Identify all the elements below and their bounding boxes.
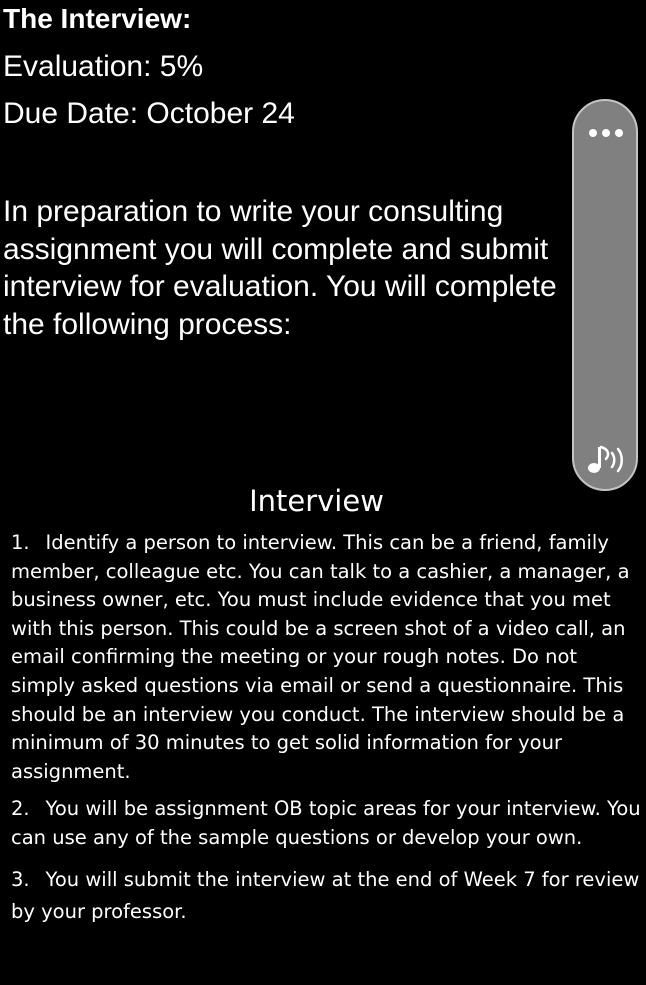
item-line: assignment.: [11, 759, 131, 783]
audio-widget[interactable]: [572, 99, 638, 491]
due-date-text: Due Date: October 24: [3, 97, 295, 130]
item-line: email confirming the meeting or your rough notes. Do not: [11, 645, 578, 669]
item-line: simply asked questions via email or send a questionnaire. This: [11, 673, 624, 697]
item-line: 1. Identify a person to interview. This can be a friend, family: [11, 531, 609, 554]
list-item: [11, 864, 640, 928]
page-title: The Interview:: [3, 3, 192, 34]
list-item: [11, 529, 637, 786]
item-line: minimum of 30 minutes to get solid information for your: [11, 731, 562, 755]
intro-line: the following process:: [3, 307, 292, 341]
item-line: business owner, etc. You must include evidence that you met: [11, 588, 611, 612]
intro-line: In preparation to write your consulting: [3, 195, 504, 228]
dot: [615, 129, 623, 137]
dot: [602, 129, 610, 137]
intro-paragraph: [3, 193, 643, 343]
list-item: [11, 795, 641, 852]
item-line: should be an interview you conduct. The interview should be a: [11, 702, 625, 726]
item-line: with this person. This could be a screen shot of a video call, an: [11, 616, 626, 640]
item-line: member, colleague etc. You can talk to a cashier, a manager, a: [11, 559, 630, 583]
item-line: can use any of the sample questions or develop your own.: [11, 825, 583, 849]
evaluation-text: Evaluation: 5%: [3, 50, 204, 83]
more-icon[interactable]: [586, 123, 626, 143]
audio-icon[interactable]: [584, 441, 628, 477]
intro-line: assignment you will complete and submit: [3, 232, 549, 266]
intro-line: interview for evaluation. You will complete: [3, 270, 557, 303]
dot: [589, 129, 597, 137]
item-line: 3. You will submit the interview at the end of Week 7 for review: [11, 868, 640, 891]
item-line: 2. You will be assignment OB topic areas for your interview. You: [11, 797, 641, 820]
item-line: by your professor.: [11, 900, 187, 923]
section-heading: Interview: [249, 484, 384, 518]
